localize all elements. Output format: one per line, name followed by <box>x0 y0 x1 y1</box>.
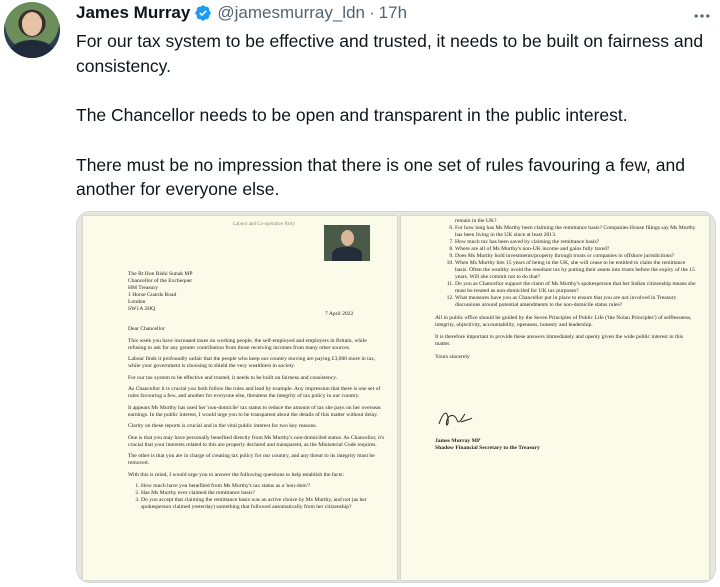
letter-page-1 <box>83 216 397 580</box>
letter-paragraph: As Chancellor it is crucial you both follow the rules and lead by example. Any impression that there is one set of rules favouring a few, and another for everyone else, threatens the integrity of tax policy in our country. <box>128 386 381 399</box>
author-avatar[interactable] <box>4 2 60 58</box>
tweet-text <box>76 29 712 227</box>
signature-icon <box>435 408 475 430</box>
author-name[interactable]: James Murray <box>76 3 191 22</box>
tweet-header <box>76 2 407 24</box>
more-dots-icon <box>692 6 712 26</box>
letter-question: 11. Do you as Chancellor support the claim of Ms Murthy's spokesperson that her Indian citizenship means she must be treated as non-domiciled for UK tax purposes? <box>455 281 697 295</box>
letter-paragraph: Clarity on these reports is crucial and in the vital public interest for two key reasons. <box>128 423 317 429</box>
letter-paragraph: All in public office should be guided by the Seven Principles of Public Life ('the Nolan Principles') of selflessness, integrity, objectivity, accountability, openness, honesty and leadership. <box>435 315 692 328</box>
tweet-time[interactable]: 17h <box>378 3 408 22</box>
letter-party-header: Labour and Co-operative Party <box>233 222 296 227</box>
letter-paragraph: This week you have increased taxes on working people, the self-employed and employers in Britain, while refusing to ask for any greater contribution from those receiving incomes from many other sources. <box>128 337 367 351</box>
letter-question: 6. For how long has Ms Murthy been claiming the remittance basis? Companies House filings say Ms Murthy has been living in the UK since at least 2013. <box>455 225 697 239</box>
signer-name: James Murray MP <box>435 438 481 444</box>
letter-page-2 <box>401 216 709 580</box>
letter-paragraph: Labour finds it profoundly unfair that the people who keep our country moving are paying £3,000 more in tax, while your government is choosing to shield the very wealthiest in society. <box>128 356 376 369</box>
address-line: SW1A 2HQ <box>128 306 156 312</box>
letter-question: 1. How much have you benefited from Ms Murthy's tax status as a 'non-dom'? <box>141 483 386 490</box>
letter-questions-page-1 <box>128 483 386 511</box>
letter-continuation: remain in the UK? <box>455 218 497 224</box>
letter-question: 2. Has Ms Murthy ever claimed the remittance basis? <box>141 490 386 497</box>
letter-signoff: Yours sincerely <box>435 354 470 360</box>
address-line: 1 Horse Guards Road <box>128 292 177 298</box>
letter-salutation: Dear Chancellor <box>128 326 165 332</box>
tweet-media-letter[interactable] <box>76 211 716 583</box>
letter-question: 7. How much tax has been saved by claiming the remittance basis? <box>455 239 697 246</box>
more-icon[interactable] <box>692 6 712 31</box>
letter-question: 8. Where are all of Ms Murthy's non-UK income and gains fully taxed? <box>455 246 697 253</box>
letter-paragraph: It is therefore important to provide these answers immediately and openly given the wide public interest in this matter. <box>435 334 684 347</box>
letter-body-page-2 <box>435 218 697 361</box>
avatar-face <box>22 12 42 36</box>
tweet-paragraph: For our tax system to be effective and trusted, it needs to be built on fairness and consistency. <box>76 31 704 76</box>
author-handle[interactable]: @jamesmurray_ldn <box>217 3 365 22</box>
letter-question: 9. Does Ms Murthy hold investments/property through trusts or companies in offshore jurisdictions? <box>455 253 697 260</box>
letter-paragraph: It appears Ms Murthy has used her 'non-domicile' tax status to reduce the amount of tax she pays on her overseas earnings. In the public interest, I would urge you to be transparent about the details of this matter without delay. <box>128 404 381 418</box>
letter-paragraph: With this is mind, I would urge you to answer the following questions to help establish the facts: <box>128 471 344 478</box>
address-line: Chancellor of the Exchequer <box>128 278 193 284</box>
letter-paragraph: For our tax system to be effective and trusted, it needs to be built on fairness and consistency. <box>128 374 338 381</box>
letter-signer <box>435 438 540 452</box>
letter-date: 7 April 2022 <box>325 311 354 317</box>
letter-question: 12. What measures have you as Chancellor put in place to ensure that you are not involved in Treasury discussions around potential amendments to the non-domicile status rules? <box>455 295 697 309</box>
verified-badge-icon <box>194 4 212 22</box>
letter-body-page-1 <box>128 326 386 511</box>
letter-paragraph: One is that you may have personally benefited directly from Ms Murthy's non-domiciled status. As Chancellor, it's crucial that your interests related to this are properly declared and transparent, as the Ministerial Code requires. <box>128 434 385 448</box>
avatar-shirt <box>10 40 54 58</box>
signer-title: Shadow Financial Secretary to the Treasury <box>435 445 540 451</box>
letter-question: 3. Do you accept that claiming the remittance basis was an active choice by Ms Murthy, and not (as her spokesperson claimed yesterday) something that followed automatically from her citizenship? <box>141 497 386 511</box>
tweet-paragraph: The Chancellor needs to be open and transparent in the public interest. <box>76 105 628 125</box>
address-line: HM Treasury <box>128 285 158 291</box>
meta-separator: · <box>368 3 375 22</box>
letter-address <box>128 271 328 313</box>
letter-paragraph: The other is that you are in charge of creating tax policy for our country, and any threat to its integrity must be removed. <box>128 453 375 466</box>
address-line: London <box>128 299 146 305</box>
tweet-paragraph: There must be no impression that there is one set of rules favouring a few, and another for everyone else. <box>76 154 685 199</box>
address-line: The Rt Hon Rishi Sunak MP <box>128 271 193 277</box>
photo-body <box>332 247 362 261</box>
letter-questions-page-2 <box>435 225 697 309</box>
letter-question: 10. When Ms Murthy hits 15 years of being in the UK, she will cease to be entitled to claim the remittance basis. Often the wealthy avoid the resultant tax by putting their assets into trusts before the expiry of the 15 years. Will she commit not to do that? <box>455 260 697 281</box>
letter-photo <box>324 225 370 261</box>
photo-face <box>341 230 354 246</box>
